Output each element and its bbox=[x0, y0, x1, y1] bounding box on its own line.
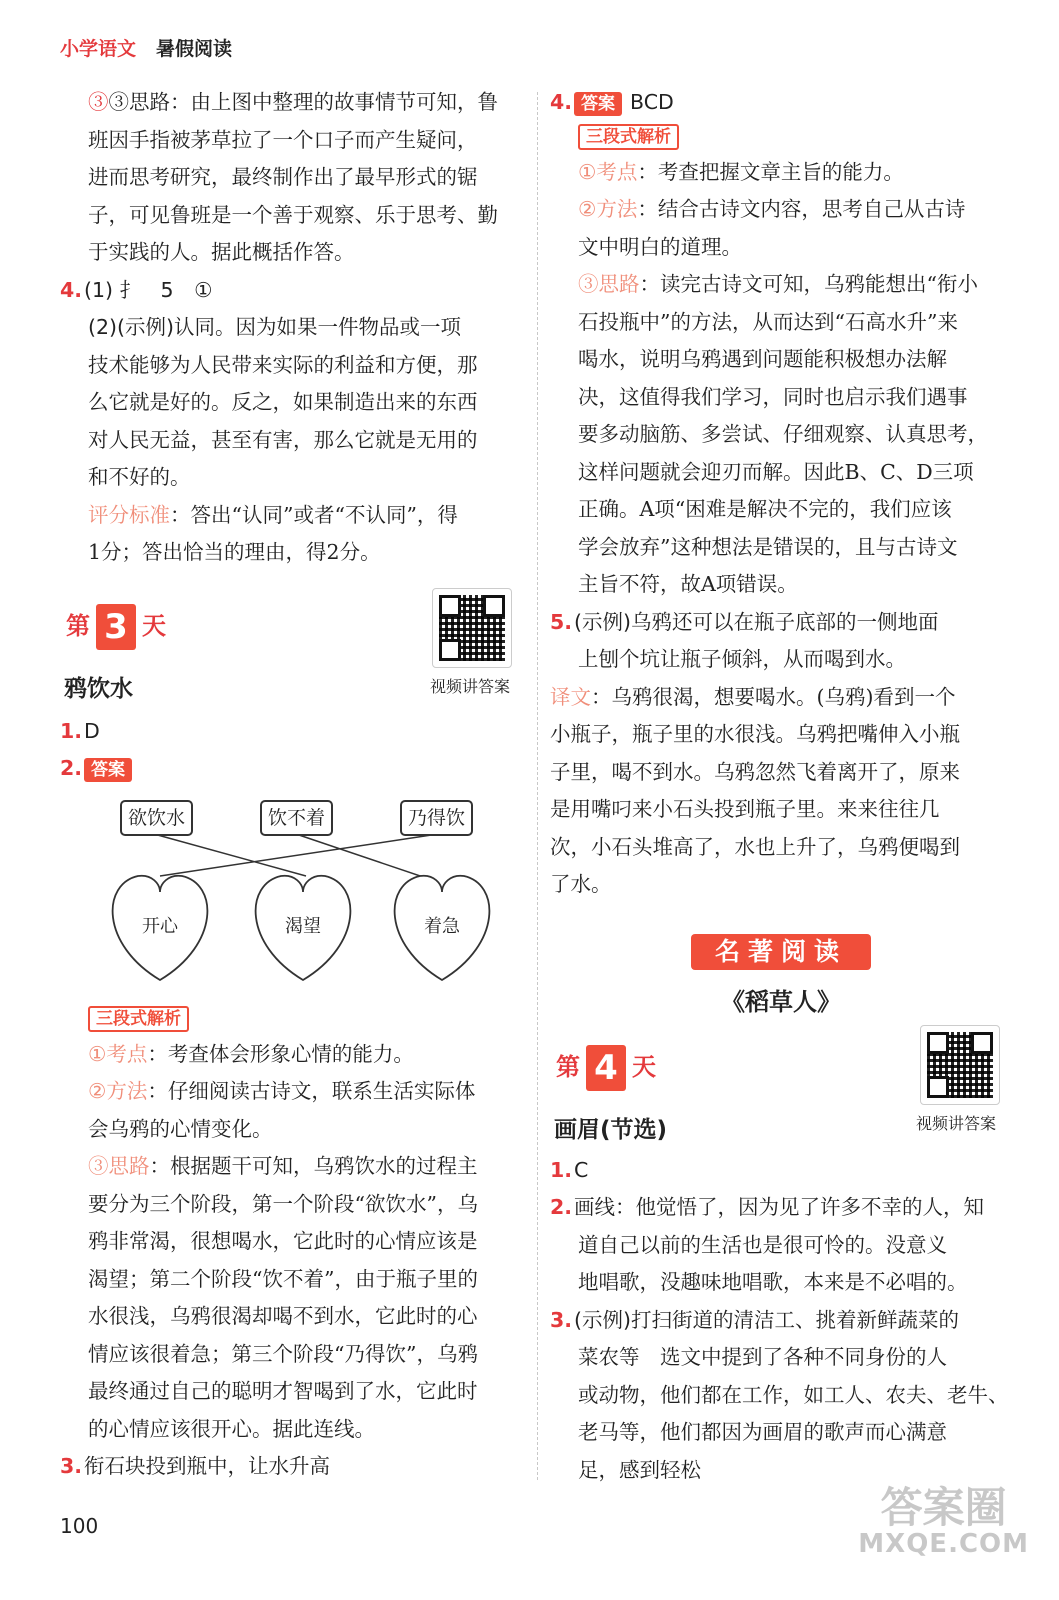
text-line: 渴望；第二个阶段“饮不着”，由于瓶子里的 bbox=[88, 1266, 478, 1291]
text-line: 情应该很着急；第三个阶段“乃得饮”，乌鸦 bbox=[88, 1341, 478, 1366]
qr-code-icon[interactable] bbox=[920, 1025, 1000, 1105]
text-line: 喝水，说明乌鸦遇到问题能积极想办法解 bbox=[578, 347, 947, 371]
analysis-kaodian bbox=[550, 154, 1012, 192]
text-line: 最终通过自己的聪明才智喝到了水，它此时 bbox=[88, 1379, 478, 1403]
left-answer-block bbox=[60, 84, 522, 272]
analysis-silu bbox=[60, 1148, 522, 1448]
famous-reading-banner: 名著阅读 bbox=[691, 934, 871, 970]
answer-badge: 答案 bbox=[574, 92, 622, 116]
analysis-header bbox=[60, 1006, 522, 1032]
day-label bbox=[66, 604, 166, 650]
text-line: 足，感到轻松 bbox=[578, 1457, 701, 1482]
scoring-standard bbox=[60, 497, 522, 535]
label: ③思路 bbox=[88, 1154, 150, 1178]
heart-label: 着急 bbox=[424, 915, 460, 937]
text-line bbox=[60, 1148, 522, 1186]
question-5 bbox=[550, 604, 1012, 642]
answer-text: (示例)打扫街道的清洁工、挑着新鲜蔬菜的 bbox=[574, 1307, 959, 1332]
header-subject: 小学语文 bbox=[60, 38, 137, 60]
qr-code-icon[interactable] bbox=[432, 588, 512, 668]
text-line: 么它就是好的。反之，如果制造出来的东西 bbox=[88, 390, 478, 414]
text: ：结合古诗文内容，思考自己从古诗 bbox=[637, 197, 966, 221]
text: ：考查把握文章主旨的能力。 bbox=[637, 159, 904, 184]
answer-1 bbox=[60, 713, 522, 751]
text-line: 这样问题就会迎刃而解。因此B、C、D三项 bbox=[578, 459, 974, 484]
question-4 bbox=[60, 272, 522, 310]
text-line: 菜农等 选文中提到了各种不同身份的人 bbox=[578, 1345, 947, 1369]
answer-1 bbox=[550, 1152, 1012, 1190]
day-label bbox=[556, 1045, 656, 1091]
book-title: 《稻草人》 bbox=[721, 987, 841, 1016]
label: 译文 bbox=[550, 684, 591, 709]
section-title: 鸦饮水 bbox=[64, 675, 133, 702]
analysis-badge: 三段式解析 bbox=[578, 124, 679, 150]
text: ：仔细阅读古诗文，联系生活实际体 bbox=[147, 1079, 476, 1103]
watermark-text: 答案圈 bbox=[880, 1483, 1007, 1532]
analysis-silu bbox=[550, 266, 1012, 604]
question-number: 1. bbox=[550, 1157, 573, 1182]
text: ③思路：由上图中整理的故事情节可知，鲁 bbox=[108, 90, 498, 114]
text-line: 的心情应该很开心。据此连线。 bbox=[88, 1416, 375, 1441]
answer-2 bbox=[550, 1189, 1012, 1227]
watermark-logo bbox=[858, 1483, 1029, 1559]
answer-3 bbox=[550, 1302, 1012, 1340]
answer-badge: 答案 bbox=[84, 758, 132, 782]
matching-diagram bbox=[60, 794, 522, 1002]
qr-caption: 视频讲答案 bbox=[916, 1113, 997, 1133]
text-line: 地唱歌，没趣味地唱歌，本来是不必唱的。 bbox=[578, 1270, 968, 1294]
text-line: 上刨个坑让瓶子倾斜，从而喝到水。 bbox=[578, 647, 906, 671]
left-column bbox=[60, 84, 522, 1486]
text-line: 班因手指被茅草拉了一个口子而产生疑问， bbox=[88, 127, 478, 152]
scoring-label: 评分标准 bbox=[88, 502, 170, 527]
question-number: 4. bbox=[60, 277, 83, 302]
answer-text: (示例)乌鸦还可以在瓶子底部的一侧地面 bbox=[574, 609, 939, 634]
question-number: 3. bbox=[550, 1307, 573, 1332]
text-line: ③③思路：由上图中整理的故事情节可知，鲁 bbox=[88, 90, 498, 114]
stage-box: 欲饮水 bbox=[120, 800, 193, 836]
qr-caption: 视频讲答案 bbox=[430, 676, 511, 696]
question-number: 3. bbox=[60, 1454, 83, 1478]
question-number: 4. bbox=[550, 90, 573, 114]
text: 天 bbox=[632, 1052, 656, 1081]
question-4-answer bbox=[550, 84, 1012, 122]
answer-2 bbox=[60, 750, 522, 788]
text-line: 主旨不符，故A项错误。 bbox=[578, 572, 798, 596]
text-line: 老马等，他们都因为画眉的歌声而心满意 bbox=[578, 1420, 947, 1444]
stage-box: 乃得饮 bbox=[400, 800, 473, 836]
answer-text: (1) 扌 5 ① bbox=[84, 277, 213, 302]
text-line: 小瓶子，瓶子里的水很浅。乌鸦把嘴伸入小瓶 bbox=[550, 722, 960, 746]
text-line: 了水。 bbox=[550, 872, 612, 896]
text-line: 文中明白的道理。 bbox=[578, 234, 742, 259]
question-number: 2. bbox=[60, 756, 83, 780]
text-line: 进而思考研究，最终制作出了最早形式的锯 bbox=[88, 165, 478, 189]
answer-text: C bbox=[574, 1157, 589, 1182]
label: ②方法 bbox=[88, 1079, 148, 1103]
text-line: (2)(示例)认同。因为如果一件物品或一项 bbox=[88, 315, 462, 339]
section-title: 画眉(节选) bbox=[554, 1116, 668, 1143]
text-line: 是用嘴叼来小石头投到瓶子里。来来往往几 bbox=[550, 797, 940, 821]
question-number: 2. bbox=[550, 1195, 573, 1219]
label: ①考点 bbox=[578, 159, 638, 184]
column-divider bbox=[537, 92, 538, 1480]
translation bbox=[550, 679, 1012, 904]
day-number: 4 bbox=[586, 1045, 626, 1091]
text-line bbox=[550, 679, 1012, 717]
text-line: 要分为三个阶段，第一个阶段“欲饮水”，乌 bbox=[88, 1191, 478, 1216]
text: 第 bbox=[556, 1052, 580, 1081]
text: ：根据题干可知，乌鸦饮水的过程主 bbox=[149, 1154, 478, 1178]
answer-text: BCD bbox=[630, 90, 674, 114]
text-line: 会乌鸦的心情变化。 bbox=[88, 1116, 273, 1141]
analysis-kaodian bbox=[60, 1036, 522, 1074]
text-line bbox=[550, 266, 1012, 304]
text-line: 学会放弃”这种想法是错误的，且与古诗文 bbox=[578, 534, 958, 559]
label: ③思路 bbox=[578, 272, 640, 296]
text-line: 子里，喝不到水。乌鸦忽然飞着离开了，原来 bbox=[550, 759, 960, 784]
text-line: 水很浅，乌鸦很渴却喝不到水，它此时的心 bbox=[88, 1304, 478, 1328]
text: 第 bbox=[66, 611, 90, 640]
text-line: 鸦非常渴，很想喝水，它此时的心情应该是 bbox=[88, 1229, 478, 1253]
answer-text: D bbox=[84, 718, 100, 743]
analysis-header bbox=[550, 124, 1012, 150]
label: ②方法 bbox=[578, 197, 638, 221]
analysis-badge: 三段式解析 bbox=[88, 1006, 189, 1032]
text-line: 正确。A项“困难是解决不完的，我们应该 bbox=[578, 497, 952, 521]
header-book: 暑假阅读 bbox=[156, 38, 233, 60]
match-line bbox=[154, 834, 306, 876]
heart-label: 渴望 bbox=[285, 915, 321, 937]
text: ：考查体会形象心情的能力。 bbox=[147, 1041, 414, 1066]
right-column bbox=[550, 84, 1012, 1489]
text: ：读完古诗文可知，乌鸦能想出“衔小 bbox=[639, 272, 978, 296]
answer-text: 画线：他觉悟了，因为见了许多不幸的人，知 bbox=[574, 1195, 984, 1219]
text-line: 技术能够为人民带来实际的利益和方便，那 bbox=[88, 352, 478, 377]
question-number: 1. bbox=[60, 718, 83, 743]
match-line bbox=[296, 834, 438, 882]
stage-box: 饮不着 bbox=[260, 800, 333, 836]
answer-text: 衔石块投到瓶中，让水升高 bbox=[84, 1454, 330, 1478]
match-line bbox=[160, 834, 438, 876]
text-line: 要多动脑筋、多尝试、仔细观察、认真思考， bbox=[578, 422, 988, 446]
answer-3 bbox=[60, 1448, 522, 1486]
analysis-fangfa bbox=[60, 1073, 522, 1111]
text: ：答出“认同”或者“不认同”，得 bbox=[170, 502, 458, 527]
text-line: 道自己以前的生活也是很可怜的。没意义 bbox=[578, 1232, 947, 1257]
text-line: 和不好的。 bbox=[88, 465, 191, 489]
label: ①考点 bbox=[88, 1041, 148, 1066]
text-line: 于实践的人。据此概括作答。 bbox=[88, 240, 355, 264]
text-line: 决，这值得我们学习，同时也启示我们遇事 bbox=[578, 384, 968, 409]
page-number: 100 bbox=[60, 1514, 99, 1538]
text-line: 子，可见鲁班是一个善于观察、乐于思考、勤 bbox=[88, 202, 498, 227]
text-line: 对人民无益，甚至有害，那么它就是无用的 bbox=[88, 427, 478, 452]
text-line: 次，小石头堆高了，水也上升了，乌鸦便喝到 bbox=[550, 834, 960, 859]
watermark-url: MXQE.COM bbox=[858, 1529, 1029, 1559]
text: ：乌鸦很渴，想要喝水。(乌鸦)看到一个 bbox=[591, 684, 956, 709]
heart-label: 开心 bbox=[142, 915, 178, 937]
text-line: 石投瓶中”的方法，从而达到“石高水升”来 bbox=[578, 309, 958, 334]
text: 天 bbox=[142, 611, 166, 640]
text-line: 1分；答出恰当的理由，得2分。 bbox=[88, 540, 381, 564]
page-header bbox=[60, 34, 232, 61]
analysis-fangfa bbox=[550, 191, 1012, 229]
text-line: 或动物，他们都在工作，如工人、农夫、老牛、 bbox=[578, 1382, 1009, 1407]
day-number: 3 bbox=[96, 604, 136, 650]
question-number: 5. bbox=[550, 609, 573, 634]
